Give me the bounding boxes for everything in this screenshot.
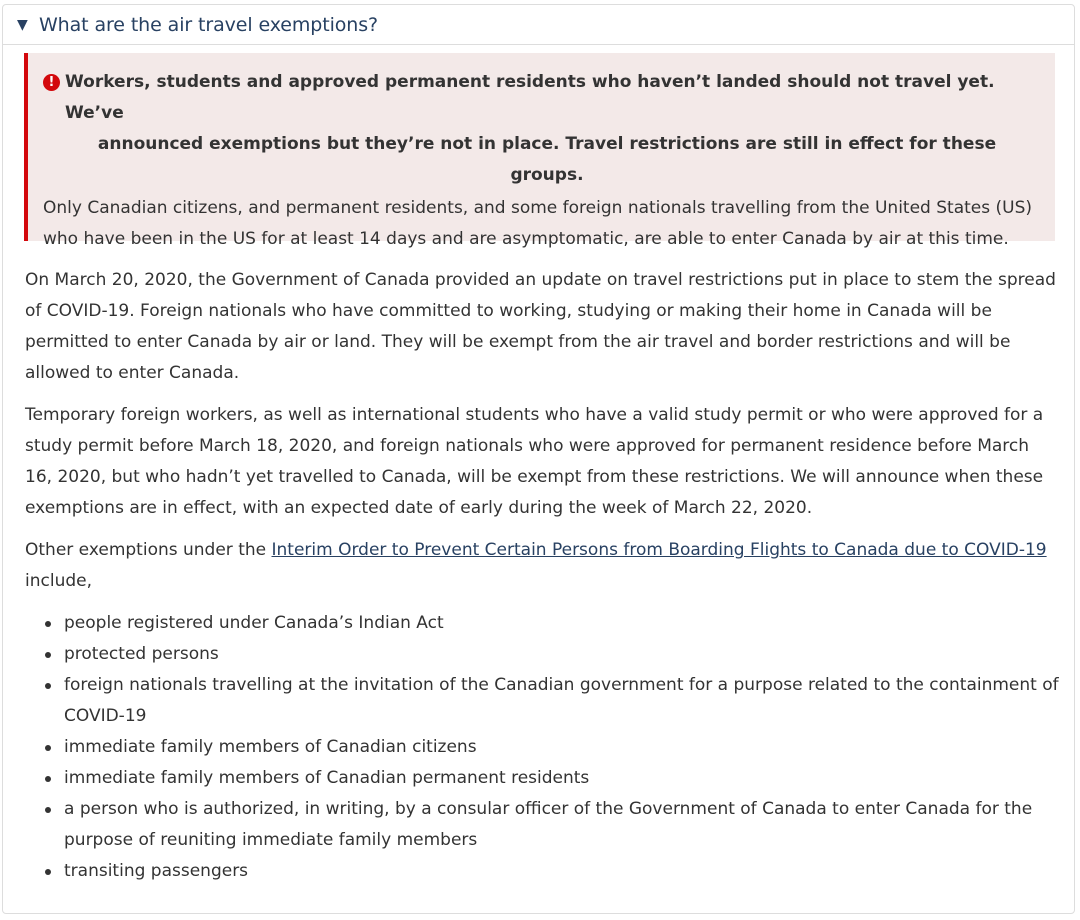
list-item: protected persons: [64, 639, 1060, 670]
exemptions-list: [25, 608, 1060, 887]
list-item: a person who is authorized, in writing, by a consular officer of the Government of Canada to enter Canada for the purpose of reuniting immediate family members: [64, 794, 1060, 856]
exemptions-details: [2, 4, 1075, 914]
list-item: people registered under Canada’s Indian Act: [64, 608, 1060, 639]
list-item: immediate family members of Canadian citizens: [64, 732, 1060, 763]
warning-alert: [24, 53, 1055, 249]
paragraph-other-exemptions: [25, 535, 1060, 597]
paragraph-temporary-workers: Temporary foreign workers, as well as international students who have a valid study permit or who were approved for a study permit before March 18, 2020, and foreign nationals who were approved for permanent residence before March 16, 2020, but who hadn’t yet travelled to Canada, will be exempt from these restrictions. We will announce when these exemptions are in effect, with an expected date of early during the week of March 22, 2020.: [25, 405, 1044, 518]
alert-heading-line-1: Workers, students and approved permanent residents who haven’t landed should not travel yet. We’ve: [65, 72, 995, 123]
exclamation-circle-icon: !: [43, 74, 60, 91]
alert-heading: [43, 67, 1033, 191]
alert-heading-line-2: announced exemptions but they’re not in place. Travel restrictions are still in effect for these groups.: [97, 134, 997, 185]
summary-title: What are the air travel exemptions?: [39, 13, 379, 36]
list-item: foreign nationals travelling at the invitation of the Canadian government for a purpose related to the containment of COVID-19: [64, 670, 1060, 732]
exemptions-content: [25, 265, 1060, 887]
paragraph-update: On March 20, 2020, the Government of Canada provided an update on travel restrictions put in place to stem the spread of COVID-19. Foreign nationals who have committed to working, studying or making their home in Canada will be permitted to enter Canada by air or land. They will be exempt from the air travel and border restrictions and will be allowed to enter Canada.: [25, 270, 1056, 383]
list-item: immediate family members of Canadian permanent residents: [64, 763, 1060, 794]
exemptions-intro-before: Other exemptions under the: [25, 540, 272, 560]
exemptions-summary-toggle[interactable]: [3, 5, 1074, 45]
caret-down-icon: ▼: [17, 16, 28, 33]
alert-body: Only Canadian citizens, and permanent residents, and some foreign nationals travelling from the United States (US) who have been in the US for at least 14 days and are asymptomatic, are able to enter Canada by air at this time.: [43, 198, 1032, 249]
exemptions-intro-after: include,: [25, 571, 92, 591]
list-item: transiting passengers: [64, 856, 1060, 887]
interim-order-link[interactable]: Interim Order to Prevent Certain Persons from Boarding Flights to Canada due to COVID-19: [271, 540, 1047, 560]
